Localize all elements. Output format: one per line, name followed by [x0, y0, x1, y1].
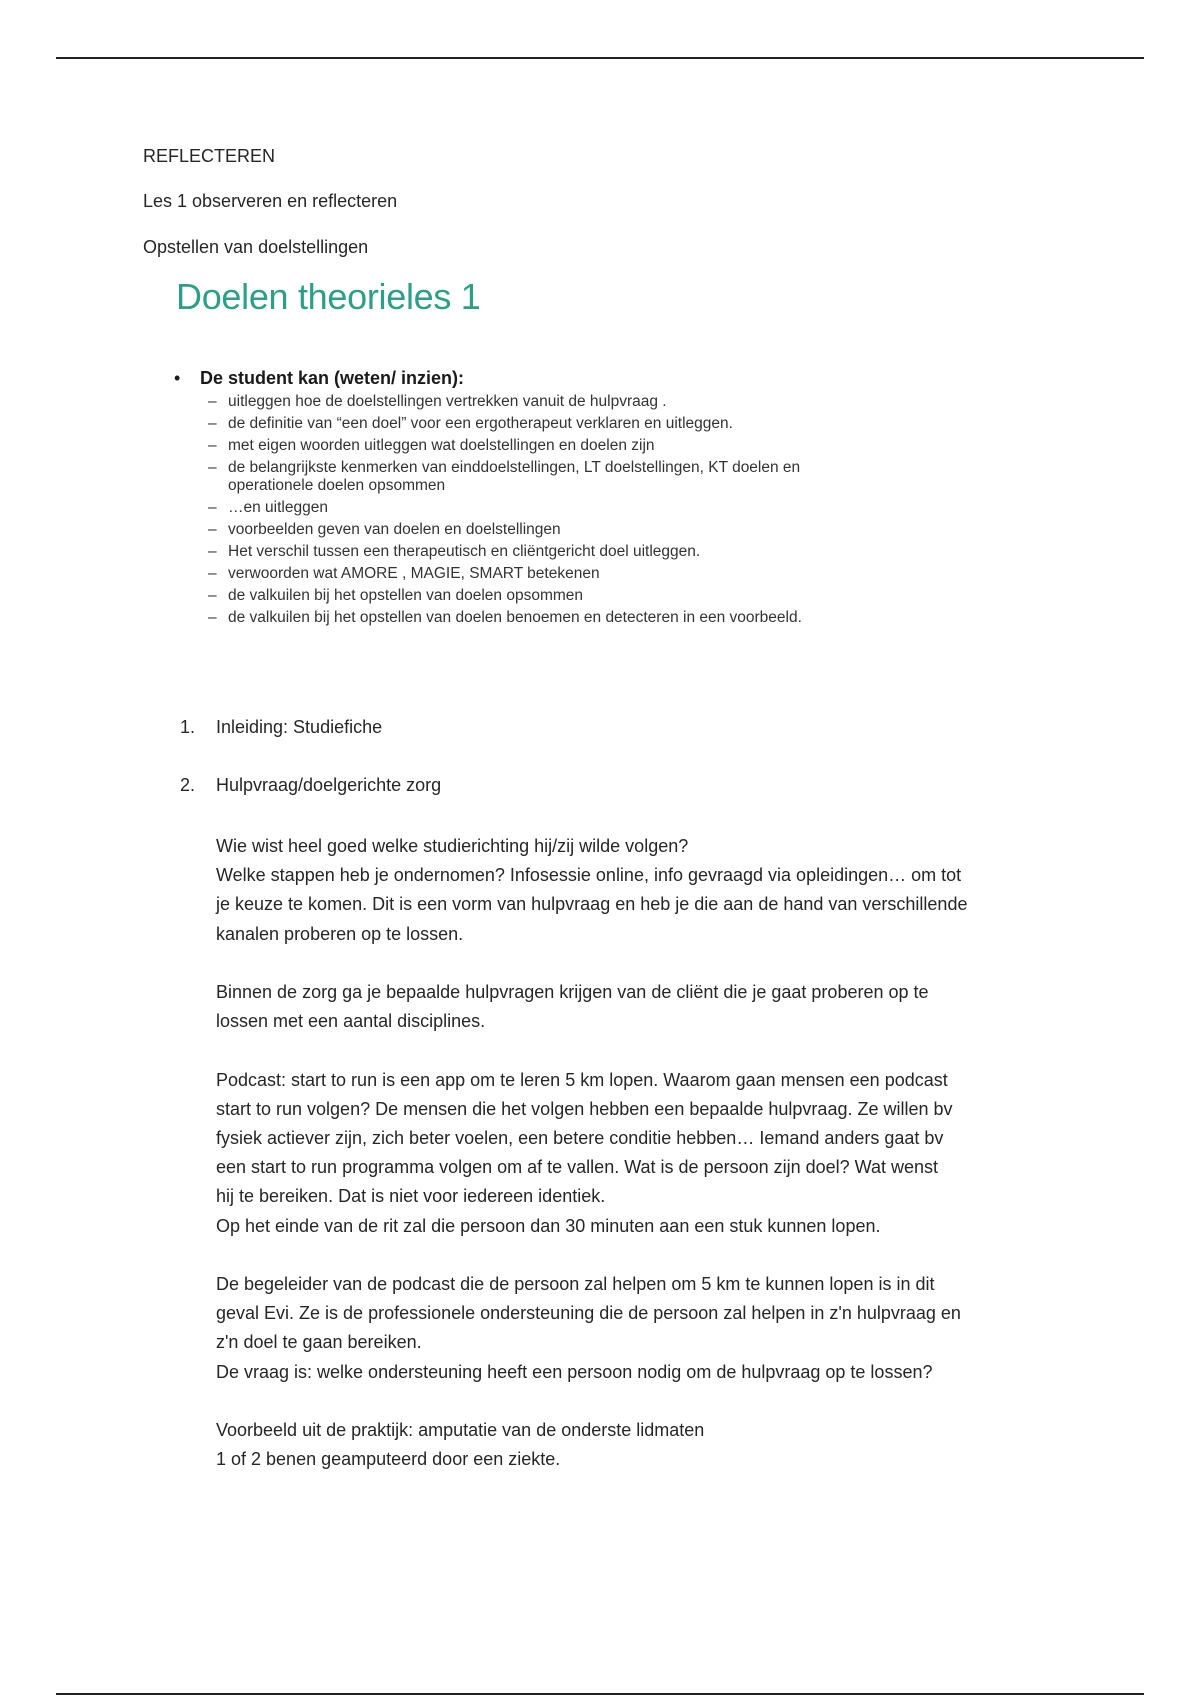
topic-title: Opstellen van doelstellingen	[143, 237, 369, 257]
dash-icon: –	[208, 459, 217, 476]
goal-item: – met eigen woorden uitleggen wat doelstellingen en doelen zijn	[208, 437, 655, 454]
dash-icon: –	[208, 565, 217, 582]
dash-icon: –	[208, 393, 217, 410]
dash-icon: –	[208, 543, 217, 560]
slide-heading	[174, 368, 860, 389]
paragraph: Binnen de zorg ga je bepaalde hulpvragen krijgen van de cliënt die je gaat proberen op te lossen met een aantal disciplines.	[216, 982, 929, 1032]
slide-title: Doelen theorieles 1	[176, 276, 481, 317]
section-title: Inleiding: Studiefiche	[216, 717, 383, 737]
section-number: 2.	[180, 775, 196, 795]
lesson-title: Les 1 observeren en reflecteren	[143, 191, 398, 211]
section-heading-1	[180, 717, 382, 738]
bullet-icon: •	[174, 368, 181, 388]
paragraph: Voorbeeld uit de praktijk: amputatie van de onderste lidmaten 1 of 2 benen geamputeerd door een ziekte.	[216, 1420, 705, 1470]
goal-item: – de valkuilen bij het opstellen van doelen benoemen en detecteren in een voorbeeld.	[208, 609, 802, 626]
goal-item: – de belangrijkste kenmerken van einddoelstellingen, LT doelstellingen, KT doelen en operationele doelen opsommen	[208, 459, 801, 494]
goal-item: – de valkuilen bij het opstellen van doelen opsommen	[208, 587, 584, 604]
header-rule	[56, 57, 1144, 59]
goal-item: – verwoorden wat AMORE , MAGIE, SMART betekenen	[208, 565, 600, 582]
goal-item: – de definitie van “een doel” voor een ergotherapeut verklaren en uitleggen.	[208, 415, 733, 432]
dash-icon: –	[208, 521, 217, 538]
goal-item: – voorbeelden geven van doelen en doelstellingen	[208, 521, 561, 538]
goal-item: – Het verschil tussen een therapeutisch en cliëntgericht doel uitleggen.	[208, 543, 701, 560]
footer-rule	[56, 1693, 1144, 1695]
paragraph: De begeleider van de podcast die de persoon zal helpen om 5 km te kunnen lopen is in dit geval Evi. Ze is de professionele ondersteuning die de persoon zal helpen in z'n hulpvraag en z'n doel te gaan bereiken. De vraag is: welke ondersteuning heeft een persoon nodig om de hulpvraag op te lossen?	[216, 1274, 961, 1382]
body-text	[216, 832, 1076, 1504]
dash-icon: –	[208, 499, 217, 516]
document-title: REFLECTEREN	[143, 146, 276, 166]
dash-icon: –	[208, 609, 217, 626]
dash-icon: –	[208, 437, 217, 454]
paragraph: Wie wist heel goed welke studierichting hij/zij wilde volgen? Welke stappen heb je ondernomen? Infosessie online, info gevraagd via opleidingen… om tot je keuze te komen. Dit is een vorm van hulpvraag en heb je die aan de hand van verschillende kanalen proberen op te lossen.	[216, 836, 968, 944]
slide-heading-text: De student kan (weten/ inzien):	[200, 368, 465, 388]
section-number: 1.	[180, 717, 196, 737]
goal-list	[208, 393, 808, 627]
section-heading-2	[180, 775, 441, 796]
dash-icon: –	[208, 415, 217, 432]
slide-image	[160, 276, 860, 631]
section-title: Hulpvraag/doelgerichte zorg	[216, 775, 442, 795]
dash-icon: –	[208, 587, 217, 604]
goal-item: – uitleggen hoe de doelstellingen vertrekken vanuit de hulpvraag .	[208, 393, 667, 410]
goal-item: – …en uitleggen	[208, 499, 328, 516]
paragraph: Podcast: start to run is een app om te leren 5 km lopen. Waarom gaan mensen een podcast start to run volgen? De mensen die het volgen hebben een bepaalde hulpvraag. Ze willen bv fysiek actiever zijn, zich beter voelen, een betere conditie hebben… Iemand anders gaat bv een start to run programma volgen om af te vallen. Wat is de persoon zijn doel? Wat wenst hij te bereiken. Dat is niet voor iedereen identiek. Op het einde van de rit zal die persoon dan 30 minuten aan een stuk kunnen lopen.	[216, 1069, 953, 1236]
